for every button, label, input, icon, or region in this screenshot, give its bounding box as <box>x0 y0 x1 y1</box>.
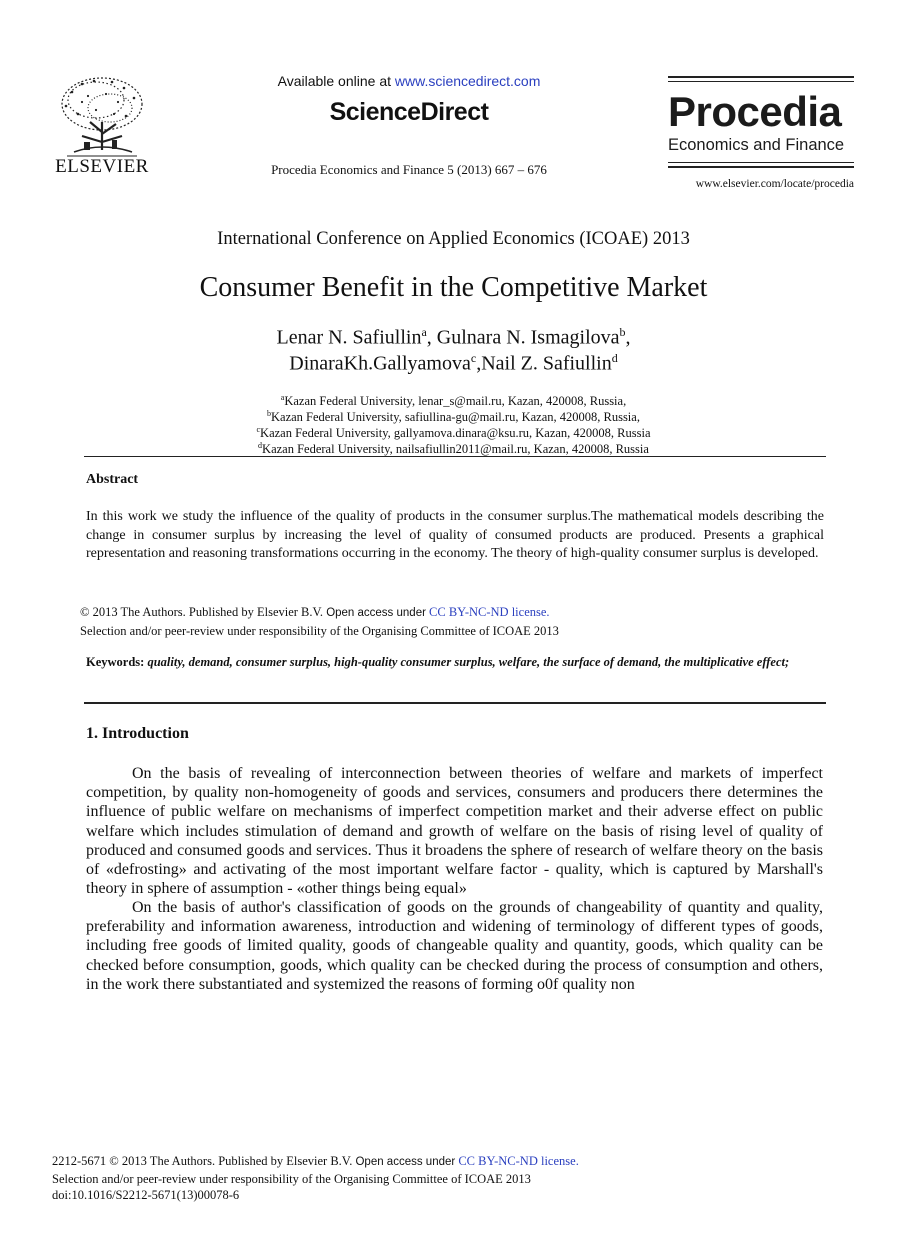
authors-line-1 <box>60 325 847 350</box>
elsevier-wordmark: ELSEVIER <box>55 156 149 177</box>
journal-reference: Procedia Economics and Finance 5 (2013) 667 – 676 <box>271 162 547 177</box>
author-separator: , <box>426 326 437 349</box>
footer-line-1 <box>52 1153 832 1171</box>
procedia-subtitle: Economics and Finance <box>668 136 845 154</box>
available-online-text: Available online at <box>277 73 391 89</box>
footer-doi[interactable]: doi:10.1016/S2212-5671(13)00078-6 <box>52 1188 240 1202</box>
procedia-url[interactable]: www.elsevier.com/locate/procedia <box>695 178 854 190</box>
author-affil-mark: d <box>611 351 618 365</box>
keywords <box>86 654 824 671</box>
affil-mark: c <box>256 425 261 434</box>
author-affil-mark: c <box>470 351 477 365</box>
author-name: Gulnara N. Ismagilova <box>436 326 620 349</box>
copyright-text: © 2013 The Authors. Published by Elsevier B.V. <box>80 605 324 619</box>
affil-text: Kazan Federal University, lenar_s@mail.ru, Kazan, 420008, Russia, <box>284 394 627 409</box>
open-access-text: Open access under <box>326 607 426 619</box>
procedia-title: Procedia <box>668 88 842 135</box>
affil-text: Kazan Federal University, nailsafiullin2011@mail.ru, Kazan, 420008, Russia <box>262 442 649 457</box>
abstract-body: In this work we study the influence of the quality of products in the consumer surplus.The mathematical models describing the change in consumer surplus by increasing the level of quality of consumed products are produced. Presents a graphical representation and reasoning transformations occurring in the economy. The theory of high-quality consumer surplus is developed. <box>86 509 824 561</box>
author-affil-mark: b <box>619 325 626 339</box>
paragraph <box>86 764 823 898</box>
procedia-rule-top <box>668 76 854 78</box>
keywords-label: Keywords: <box>86 655 145 669</box>
author-separator: , <box>625 326 631 349</box>
paper-title: Consumer Benefit in the Competitive Market <box>199 272 708 303</box>
footer-open-access: Open access under <box>355 1156 456 1168</box>
procedia-logo <box>668 76 854 168</box>
copyright-line-1 <box>80 603 824 622</box>
keywords-text: quality, demand, consumer surplus, high-quality consumer surplus, welfare, the surface of demand, the multiplicative effect; <box>147 655 790 669</box>
conference-name: International Conference on Applied Economics (ICOAE) 2013 <box>217 229 690 249</box>
copyright-notice <box>80 603 824 640</box>
procedia-rule-bottom <box>668 166 854 168</box>
license-link[interactable]: CC BY-NC-ND license. <box>429 605 550 619</box>
author-name: Lenar N. Safiullin <box>276 326 422 349</box>
affil-text: Kazan Federal University, gallyamova.dinara@ksu.ru, Kazan, 420008, Russia <box>260 426 651 441</box>
affil-mark: d <box>258 441 263 450</box>
footer-line-2: Selection and/or peer-review under responsibility of the Organising Committee of ICOAE 2013 <box>52 1171 531 1186</box>
sciencedirect-brand: ScienceDirect <box>329 98 489 126</box>
affil-mark: a <box>280 393 285 402</box>
divider <box>84 702 826 704</box>
affiliation <box>60 438 847 457</box>
author-separator: , <box>476 352 482 375</box>
page-footer <box>52 1153 832 1204</box>
author-name: Nail Z. Safiullin <box>481 352 612 375</box>
affil-mark: b <box>267 409 272 418</box>
author-affil-mark: a <box>421 325 427 339</box>
authors-line-2 <box>60 351 847 376</box>
copyright-line-2: Selection and/or peer-review under responsibility of the Organising Committee of ICOAE 2013 <box>80 624 559 638</box>
paragraph-text: On the basis of author's classification of goods on the grounds of changeability of quantity and quality, preferability and information awareness, introduction and widening of terminology of different types of goods, including free goods of limited quality, goods of changeable quality and quantity, goods, which quality can be checked before consumption, goods, which quality can be checked during the process of consumption and others, in the work there substantiated and systemized the reasons of forming o0f quality non <box>86 899 823 993</box>
affil-text: Kazan Federal University, safiullina-gu@mail.ru, Kazan, 420008, Russia, <box>271 410 640 425</box>
section-heading: 1. Introduction <box>86 725 189 742</box>
procedia-rule-bottom-thin <box>668 162 854 163</box>
footer-copyright: 2212-5671 © 2013 The Authors. Published by Elsevier B.V. <box>52 1154 353 1168</box>
paragraph-text: On the basis of revealing of interconnection between theories of welfare and markets of imperfect competition, by quality non-homogeneity of goods and services, consumers and producers there determines the influence of public welfare on mechanisms of imperfect competition market and their adverse effect on public welfare which includes stimulation of demand and growth of welfare on the basis of rising level of quality of produced and consumed goods and services. Thus it broadens the sphere of research of welfare theory on the basis of «defrosting» and activating of the most important welfare factor - quality, which is captured by Marshall's theory in sphere of assumption - «other things being equal» <box>86 765 823 898</box>
abstract-heading: Abstract <box>86 472 139 487</box>
paragraph <box>86 898 823 994</box>
procedia-rule-top-thin <box>668 81 854 82</box>
sciencedirect-link[interactable]: www.sciencedirect.com <box>394 73 541 89</box>
available-online-line <box>200 73 618 89</box>
divider <box>84 456 826 457</box>
author-name: DinaraKh.Gallyamova <box>289 352 471 375</box>
footer-license-link[interactable]: CC BY-NC-ND license. <box>458 1154 579 1168</box>
